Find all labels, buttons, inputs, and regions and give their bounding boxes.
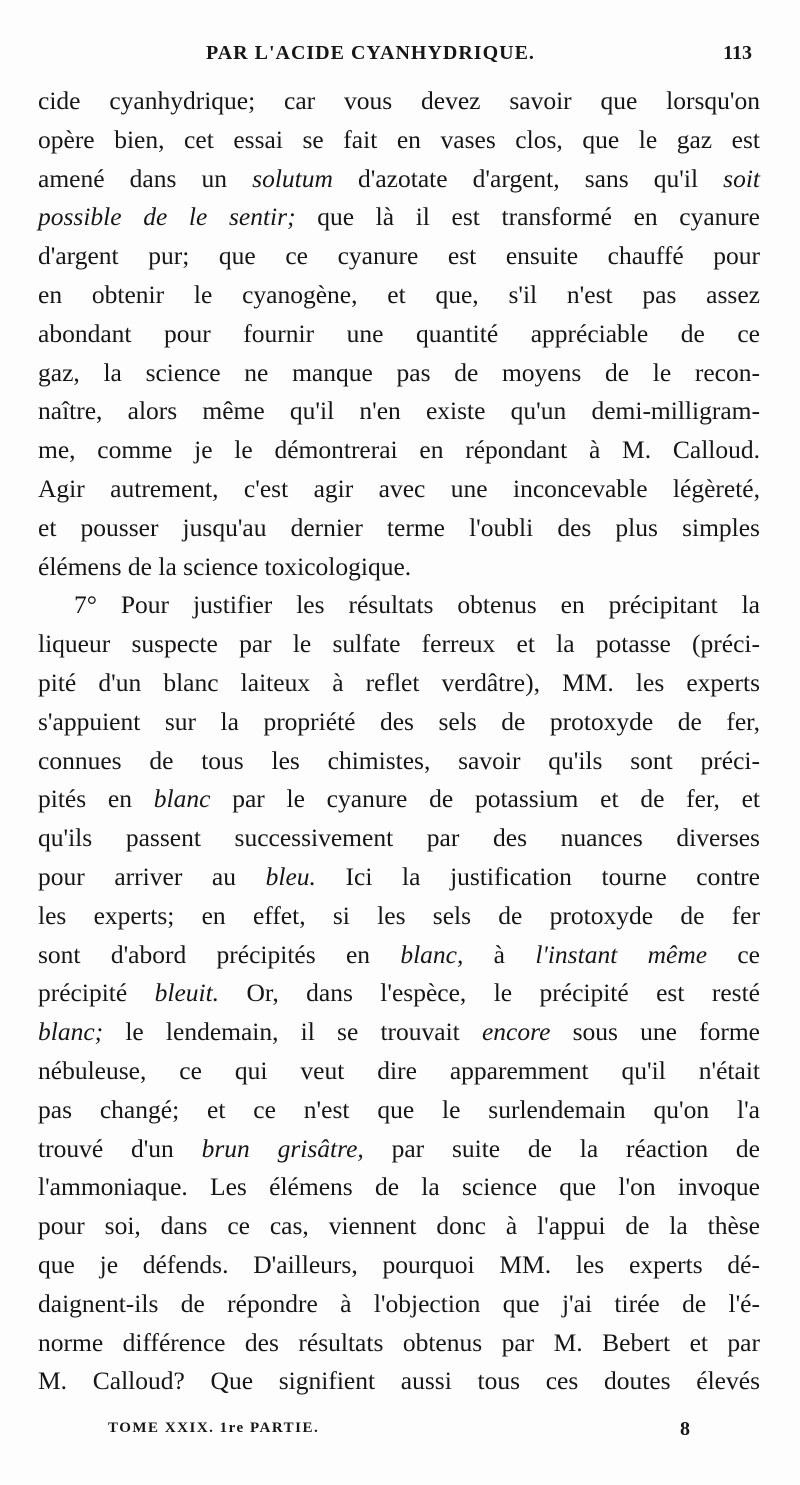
text-line [38,1013,760,1052]
text-line [38,315,760,354]
body-text [38,82,760,1401]
text-line [38,509,760,548]
text-run: gaz, la science ne manque pas de moyens de le recon- [38,357,760,387]
text-run: Or, dans l'espèce, le précipité est resté [219,978,760,1008]
text-line [38,1362,760,1401]
text-line [38,1130,760,1169]
text-run: que là il est transformé en cyanure [295,202,760,232]
text-line [38,897,760,936]
text-line [38,198,760,237]
text-line [38,354,760,393]
italic-text: encore [481,1017,551,1047]
text-line [38,974,760,1013]
text-run: sont d'abord précipités en [38,939,401,969]
text-run: ce [707,939,761,969]
text-run: opère bien, cet essai se fait en vases clos, que le gaz est [38,124,760,154]
text-run: qu'ils passent successivement par des nuances diverses [38,823,760,853]
text-run: s'appuient sur la propriété des sels de protoxyde de fer, [38,706,760,736]
text-line [38,858,760,897]
signature-mark: TOME XXIX. 1re PARTIE. [108,1420,320,1436]
text-line [38,586,760,625]
italic-text: bleu. [265,861,316,891]
text-line [38,703,760,742]
text-run: pour soi, dans ce cas, viennent donc à l'appui de la thèse [38,1211,760,1241]
text-run: à [463,939,536,969]
text-run: que je défends. D'ailleurs, pourquoi MM. les experts dé- [38,1249,760,1279]
text-run: Agir autrement, c'est agir avec une inconcevable légèreté, [38,473,760,503]
running-title: PAR L'ACIDE CYANHYDRIQUE. [206,42,535,64]
text-run: connues de tous les chimistes, savoir qu'ils sont préci- [38,745,760,775]
text-line [38,625,760,664]
italic-text: solutum [252,163,333,193]
italic-text: brun grisâtre, [201,1133,364,1163]
text-run: l'ammoniaque. Les élémens de la science que l'on invoque [38,1172,760,1202]
text-run: par le cyanure de potassium et de fer, et [210,784,760,814]
text-line [38,82,760,121]
text-line [38,160,760,199]
text-run: daignent-ils de répondre à l'objection que j'ai tirée de l'é- [38,1288,760,1318]
text-run: amené dans un [38,163,253,193]
text-run: trouvé d'un [38,1133,202,1163]
text-run: norme différence des résultats obtenus par M. Bebert et par [38,1327,760,1357]
italic-text: bleuit. [154,978,220,1008]
text-run: les experts; en effet, si les sels de protoxyde de fer [38,900,760,930]
text-line [38,1168,760,1207]
text-run: cide cyanhydrique; car vous devez savoir que lorsqu'on [38,86,760,115]
text-run: et pousser jusqu'au dernier terme l'oubli des plus simples [38,512,760,542]
text-run: élémens de la science toxicologique. [38,551,412,581]
text-run: Ici la justification tourne contre [315,861,760,891]
text-line [38,548,760,587]
text-run: M. Calloud? Que signifient aussi tous ces doutes élevés [38,1366,760,1396]
text-line [38,936,760,975]
text-run: pités en [38,784,154,814]
italic-text: soit [723,163,761,193]
text-line [38,121,760,160]
text-run: naître, alors même qu'il n'en existe qu'un demi-milligram- [38,396,760,426]
page-header [36,40,752,76]
text-run: pas changé; et ce n'est que le surlendemain qu'on l'a [38,1094,760,1124]
text-line [38,392,760,431]
text-run: d'argent pur; que ce cyanure est ensuite chauffé pour [38,241,760,271]
text-line [38,664,760,703]
text-run: 7° Pour justifier les résultats obtenus en précipitant la [74,590,760,620]
text-line [38,1324,760,1363]
text-line [38,237,760,276]
text-line [38,742,760,781]
text-line [38,1246,760,1285]
text-line [38,276,760,315]
text-run: précipité [38,978,155,1008]
text-run: nébuleuse, ce qui veut dire apparemment qu'il n'était [38,1055,760,1085]
text-run: abondant pour fournir une quantité appréciable de ce [38,318,760,348]
italic-text: possible de le sentir; [38,202,296,232]
text-run: me, comme je le démontrerai en répondant à M. Calloud. [38,435,760,465]
text-line [38,1091,760,1130]
text-run: par suite de la réaction de [363,1133,760,1163]
italic-text: blanc; [38,1017,104,1047]
text-run: pour arriver au [38,861,266,891]
text-line [38,1285,760,1324]
italic-text: blanc, [400,939,464,969]
text-run: d'azotate d'argent, sans qu'il [332,163,724,193]
text-line [38,431,760,470]
page-footer [108,1418,690,1448]
text-line [38,470,760,509]
text-line [38,819,760,858]
signature-number: 8 [680,1418,690,1440]
page-number: 113 [723,42,752,64]
text-line [38,1207,760,1246]
text-run: pité d'un blanc laiteux à reflet verdâtre), MM. les experts [38,667,760,697]
text-run: en obtenir le cyanogène, et que, s'il n'est pas assez [38,279,760,309]
text-line [38,1052,760,1091]
text-run: le lendemain, il se trouvait [103,1017,482,1047]
italic-text: blanc [153,784,211,814]
text-run: sous une forme [550,1017,760,1047]
italic-text: l'instant même [535,939,708,969]
text-line [38,780,760,819]
text-run: liqueur suspecte par le sulfate ferreux et la potasse (préci- [38,629,760,659]
